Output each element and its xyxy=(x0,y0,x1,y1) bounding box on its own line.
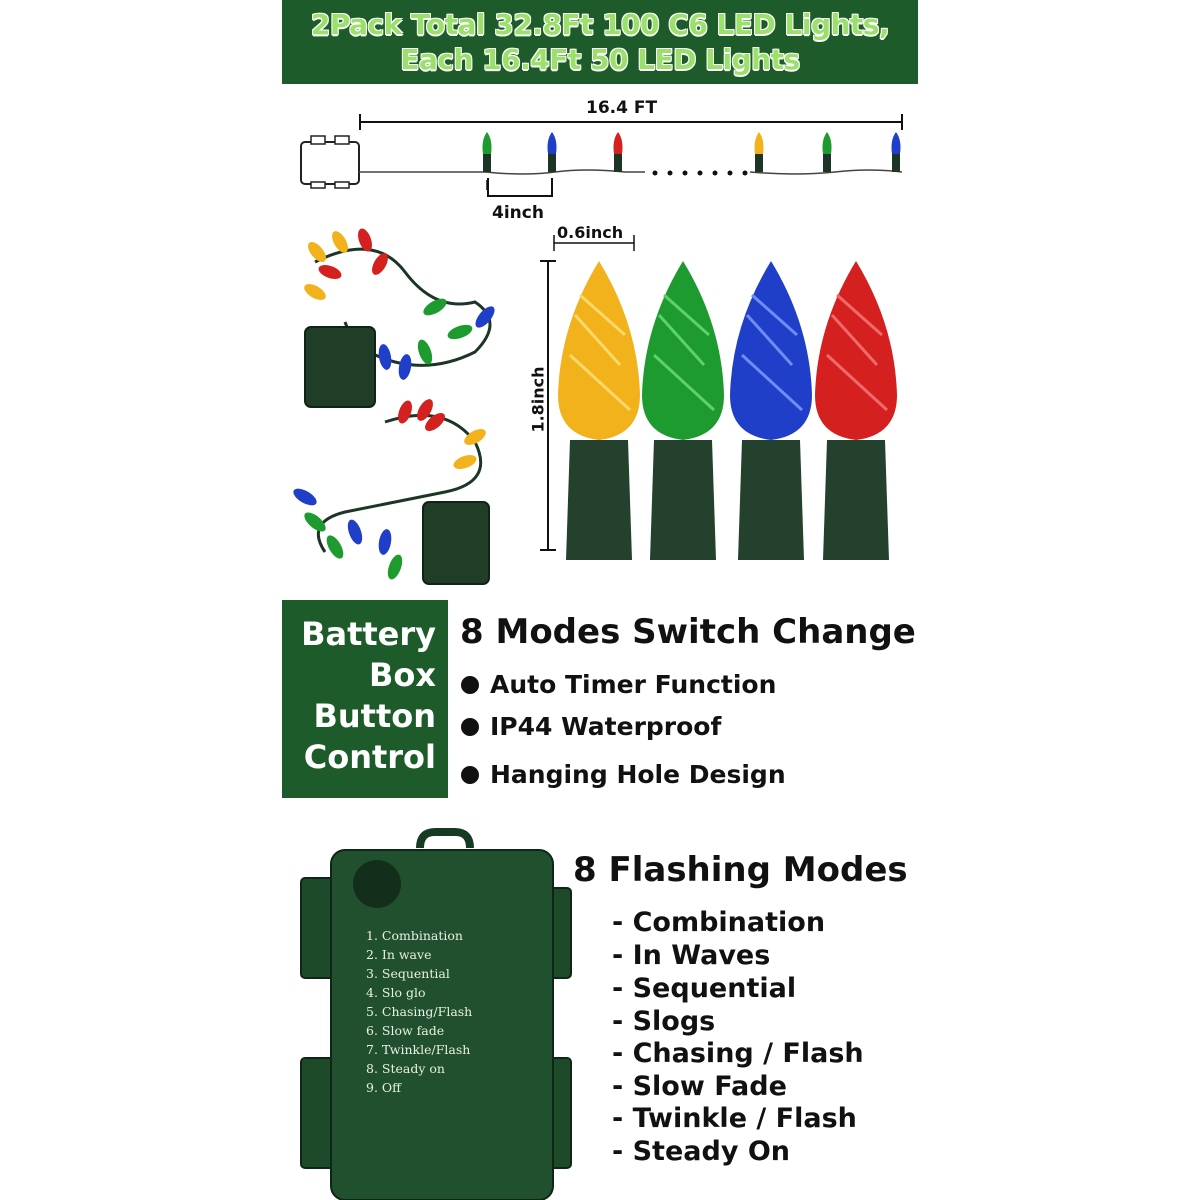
bulb-green xyxy=(642,261,724,560)
box-mode-6: 6. Slow fade xyxy=(366,1023,445,1038)
bulb-red xyxy=(815,261,897,560)
bullet-icon xyxy=(461,718,479,736)
small-bulb-red-1 xyxy=(614,132,623,172)
coiled-light-strings xyxy=(285,222,515,592)
box-mode-9: 9. Off xyxy=(366,1080,402,1095)
feature-item-waterproof xyxy=(461,712,721,741)
mode-item-6: - Slow Fade xyxy=(612,1071,787,1102)
small-bulb-blue-2 xyxy=(892,132,901,172)
small-bulb-blue-1 xyxy=(548,132,557,172)
bulb-width-label: 0.6inch xyxy=(557,223,624,242)
battery-label-line-4: Control xyxy=(303,738,436,776)
modes-switch-heading: 8 Modes Switch Change xyxy=(460,612,916,652)
box-mode-8: 8. Steady on xyxy=(366,1061,445,1076)
mode-item-1: - Combination xyxy=(612,907,826,938)
banner-line-1: 2Pack Total 32.8Ft 100 C6 LED Lights, xyxy=(310,8,890,41)
battery-label-line-1: Battery xyxy=(301,615,436,653)
feature-text: Auto Timer Function xyxy=(490,670,777,699)
battery-label-line-3: Button xyxy=(313,697,436,735)
battery-label-line-2: Box xyxy=(368,656,436,694)
string-length-diagram xyxy=(295,110,915,190)
bulb-size-diagram xyxy=(520,225,910,565)
bulb-blue xyxy=(730,261,812,560)
spacing-bracket-left xyxy=(487,178,489,196)
mode-item-7: - Twinkle / Flash xyxy=(612,1103,857,1134)
spacing-bracket-right xyxy=(551,178,553,196)
small-bulb-green-2 xyxy=(823,132,832,172)
bullet-icon xyxy=(461,766,479,784)
mode-item-5: - Chasing / Flash xyxy=(612,1038,864,1069)
bullet-icon xyxy=(461,676,479,694)
mode-item-2: - In Waves xyxy=(612,940,771,971)
banner-line-2: Each 16.4Ft 50 LED Lights xyxy=(400,43,800,76)
box-mode-2: 2. In wave xyxy=(366,947,432,962)
mode-item-4: - Slogs xyxy=(612,1006,716,1037)
bulb-height-label: 1.8inch xyxy=(528,366,548,433)
spacing-label: 4inch xyxy=(492,203,544,223)
small-bulb-green-1 xyxy=(483,132,492,172)
battery-control-label xyxy=(282,600,448,798)
title-banner xyxy=(282,0,918,84)
box-mode-5: 5. Chasing/Flash xyxy=(366,1004,473,1019)
feature-text: Hanging Hole Design xyxy=(490,760,786,789)
mode-item-3: - Sequential xyxy=(612,973,797,1004)
feature-item-timer xyxy=(461,670,776,699)
flashing-modes-heading: 8 Flashing Modes xyxy=(573,850,908,890)
box-mode-7: 7. Twinkle/Flash xyxy=(366,1042,471,1057)
spacing-bracket xyxy=(487,195,553,197)
bulb-yellow xyxy=(558,261,640,560)
box-mode-4: 4. Slo glo xyxy=(366,985,426,1000)
small-bulb-yellow-1 xyxy=(755,132,764,172)
box-mode-1: 1. Combination xyxy=(366,928,463,943)
feature-text: IP44 Waterproof xyxy=(490,712,722,741)
mode-item-8: - Steady On xyxy=(612,1136,790,1167)
length-label: 16.4 FT xyxy=(586,98,658,118)
box-mode-3: 3. Sequential xyxy=(366,966,450,981)
feature-item-hanging xyxy=(461,760,786,789)
